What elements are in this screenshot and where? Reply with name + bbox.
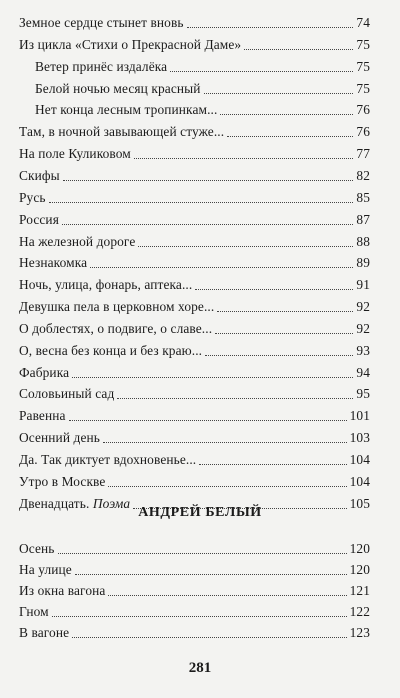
toc-entry [19,317,370,337]
toc-entry-page: 101 [349,408,370,424]
dot-leader [63,180,354,181]
toc-entry [19,558,370,578]
dot-leader [215,333,353,334]
toc-entry-page: 94 [356,364,370,380]
toc-entry-title: Ночь, улица, фонарь, аптека... [19,277,193,293]
toc-entry [19,164,370,184]
toc-entry-title: Двенадцать. Поэма [19,495,131,511]
dot-leader [170,71,353,72]
toc-entry [19,426,370,446]
toc-entry-title: О доблестях, о подвиге, о славе... [19,320,213,336]
dot-leader [108,595,346,596]
dot-leader [49,202,354,203]
toc-entry-page: 75 [356,58,370,74]
toc-entry-title: О, весна без конца и без краю... [19,342,203,358]
toc-entry [19,404,370,424]
toc-entry-title: Утро в Москве [19,473,106,489]
toc-entry-title: Белой ночью месяц красный [35,80,201,96]
toc-entry-page: 85 [356,189,370,205]
dot-leader [138,246,353,247]
dot-leader [72,637,346,638]
toc-entry-page: 123 [349,625,370,640]
toc-entry-page: 88 [356,233,370,249]
toc-entry-page: 92 [356,299,370,315]
dot-leader [52,616,347,617]
toc-entry-page: 74 [356,15,370,30]
toc-entry [19,208,370,228]
dot-leader [117,398,353,399]
toc-entry-title: В вагоне [19,625,70,640]
toc-entry [19,470,370,490]
toc-entry-page: 76 [356,124,370,140]
toc-entry [19,120,370,140]
toc-entry [19,579,370,599]
toc-entry-title: Осень [19,541,55,556]
dot-leader [108,486,346,487]
toc-entry [19,295,370,315]
toc-entry [19,251,370,271]
dot-leader [205,355,353,356]
toc-entry-page: 82 [356,167,370,183]
toc-entry-page: 77 [356,146,370,162]
dot-leader [58,553,347,554]
toc-entry-title: Равенна [19,408,66,424]
toc-entry-title: Россия [19,211,59,227]
toc-entry-title: Русь [19,189,46,205]
dot-leader [244,49,353,50]
toc-entry-title: Осенний день [19,430,100,446]
dot-leader [75,574,347,575]
toc-entry [19,621,370,641]
page-number: 281 [188,660,212,676]
toc-entry-page: 75 [356,80,370,96]
toc-entry-title: Незнакомка [19,255,88,271]
toc-entry-page: 104 [349,452,370,467]
toc-entry-title: Из окна вагона [19,583,106,598]
toc-entry-title: На поле Куликовом [19,146,131,162]
dot-leader [199,464,346,465]
toc-entry-title: Девушка пела в церковном хоре... [19,299,215,315]
toc-entry-title: Соловьиный сад [19,386,115,402]
dot-leader [90,267,353,268]
toc-entry-title: Скифы [19,167,60,183]
toc-entry [19,448,370,468]
toc-entry-page: 75 [356,36,370,52]
toc-entry-page: 92 [356,320,370,336]
toc-entry [19,339,370,359]
toc-entry [19,230,370,250]
dot-leader [227,136,353,137]
toc-entry [19,11,370,31]
toc-entry-page: 95 [356,386,370,402]
toc-entry-page: 105 [349,495,370,511]
toc-entry [19,186,370,206]
toc-entry-page: 120 [349,562,370,577]
toc-entry-page: 122 [349,604,370,619]
dot-leader [134,158,354,159]
toc-entry-title: Гном [19,604,49,619]
toc-entry-title: Из цикла «Стихи о Прекрасной Даме» [19,36,242,52]
dot-leader [220,114,353,115]
toc-entry-page: 87 [356,211,370,227]
toc-entry-title: Да. Так диктует вдохновенье... [19,452,197,467]
toc-entry [19,142,370,162]
section-heading: АНДРЕЙ БЕЛЫЙ [138,505,262,520]
toc-entry-title: На железной дороге [19,233,136,249]
dot-leader [69,420,347,421]
dot-leader [217,311,353,312]
dot-leader [72,377,353,378]
toc-entry-page: 121 [349,583,370,598]
toc-entry-title: На улице [19,562,72,577]
toc-entry-title: Там, в ночной завывающей стуже... [19,124,225,140]
toc-entry [35,77,370,97]
toc-entry [19,600,370,620]
dot-leader [195,289,353,290]
dot-leader [62,224,353,225]
toc-entry [19,361,370,381]
toc-entry-page: 93 [356,342,370,358]
toc-entry-title: Земное сердце стынет вновь [19,15,184,30]
toc-entry-page: 103 [349,430,370,446]
toc-entry-page: 104 [349,473,370,489]
toc-entry-title: Нет конца лесным тропинкам... [35,102,218,118]
toc-entry-page: 91 [356,277,370,293]
toc-entry-page: 120 [349,541,370,556]
toc-entry [19,273,370,293]
toc-entry [19,33,370,53]
toc-entry-title: Ветер принёс издалёка [35,58,168,74]
dot-leader [187,27,354,28]
toc-entry-page: 89 [356,255,370,271]
toc-entry [35,55,370,75]
toc-entry [35,98,370,118]
toc-entry [19,537,370,557]
dot-leader [103,442,347,443]
dot-leader [204,93,354,94]
toc-entry-page: 76 [356,102,370,118]
toc-entry-title: Фабрика [19,364,70,380]
toc-entry [19,382,370,402]
